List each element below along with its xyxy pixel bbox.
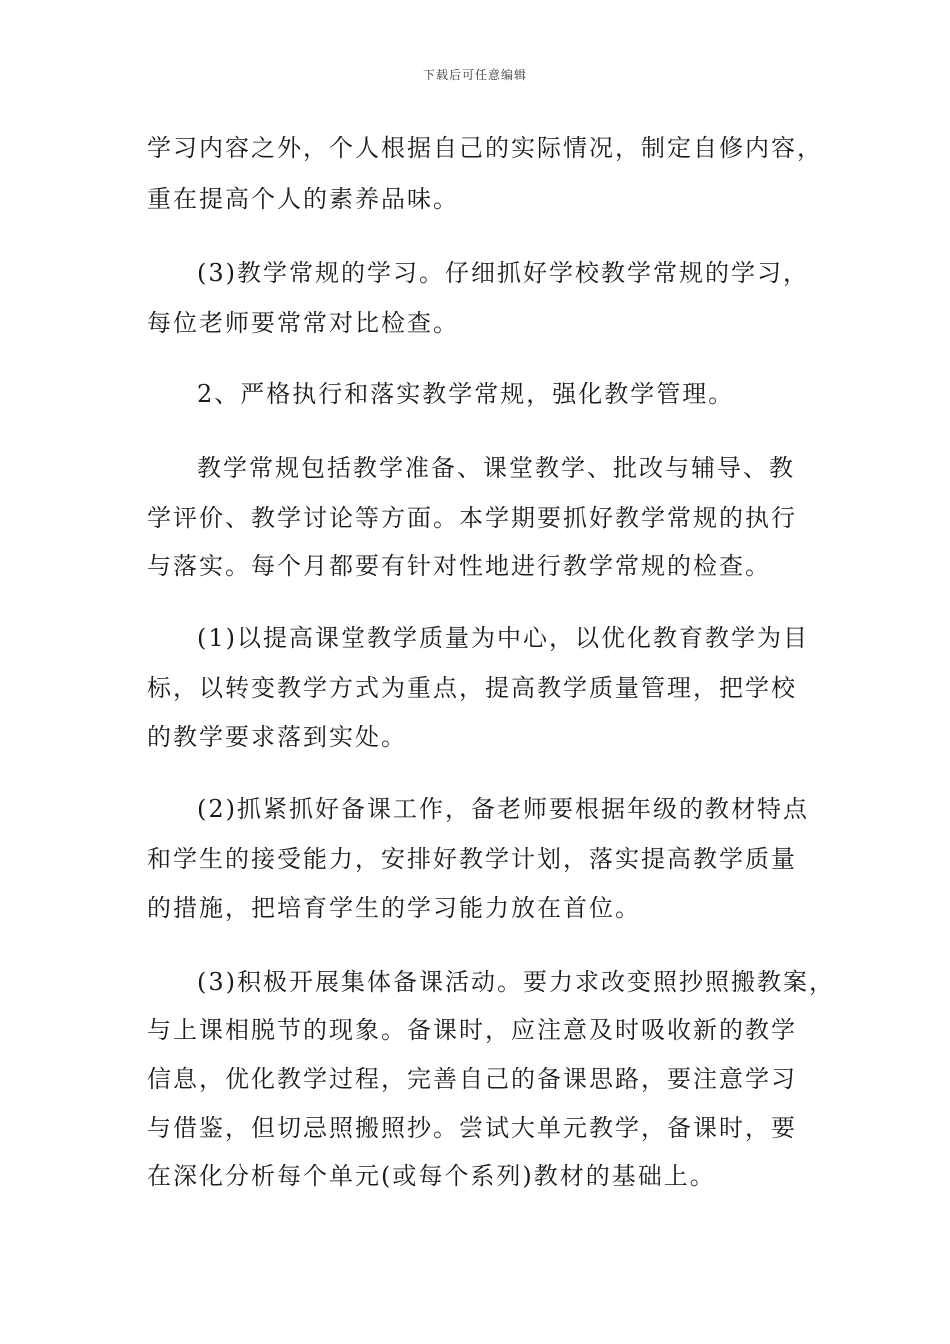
paragraph-2-line-2: 每位老师要常常对比检查。 [147,309,459,337]
paragraph-7-line-5: 在深化分析每个单元(或每个系列)教材的基础上。 [147,1162,716,1190]
page-header: 下载后可任意编辑 [422,68,527,82]
paragraph-3-line-1: 2、严格执行和落实教学常规，强化教学管理。 [197,380,735,408]
paragraph-6-line-2: 和学生的接受能力，安排好教学计划，落实提高教学质量 [147,845,797,873]
paragraph-7-line-4: 与借鉴，但切忌照搬照抄。尝试大单元教学，备课时，要 [147,1114,797,1142]
paragraph-7-line-3: 信息，优化教学过程，完善自己的备课思路，要注意学习 [147,1065,797,1093]
paragraph-6-line-3: 的措施，把培育学生的学习能力放在首位。 [147,894,641,922]
paragraph-4-line-2: 学评价、教学讨论等方面。本学期要抓好教学常规的执行 [147,504,797,532]
paragraph-5-line-1: (1)以提高课堂教学质量为中心，以优化教育教学为目 [197,624,809,652]
paragraph-1-line-1: 学习内容之外，个人根据自己的实际情况，制定自修内容， [147,134,823,162]
paragraph-4-line-1: 教学常规包括教学准备、课堂教学、批改与辅导、教 [197,454,795,482]
paragraph-2-line-1: (3)教学常规的学习。仔细抓好学校教学常规的学习， [197,259,809,287]
paragraph-7-line-2: 与上课相脱节的现象。备课时，应注意及时吸收新的教学 [147,1016,797,1044]
paragraph-6-line-1: (2)抓紧抓好备课工作，备老师要根据年级的教材特点 [197,795,809,823]
paragraph-5-line-3: 的教学要求落到实处。 [147,723,407,751]
paragraph-1-line-2: 重在提高个人的素养品味。 [147,185,459,213]
paragraph-4-line-3: 与落实。每个月都要有针对性地进行教学常规的检查。 [147,552,771,580]
paragraph-5-line-2: 标，以转变教学方式为重点，提高教学质量管理，把学校 [147,674,797,702]
paragraph-7-line-1: (3)积极开展集体备课活动。要力求改变照抄照搬教案， [197,968,835,996]
